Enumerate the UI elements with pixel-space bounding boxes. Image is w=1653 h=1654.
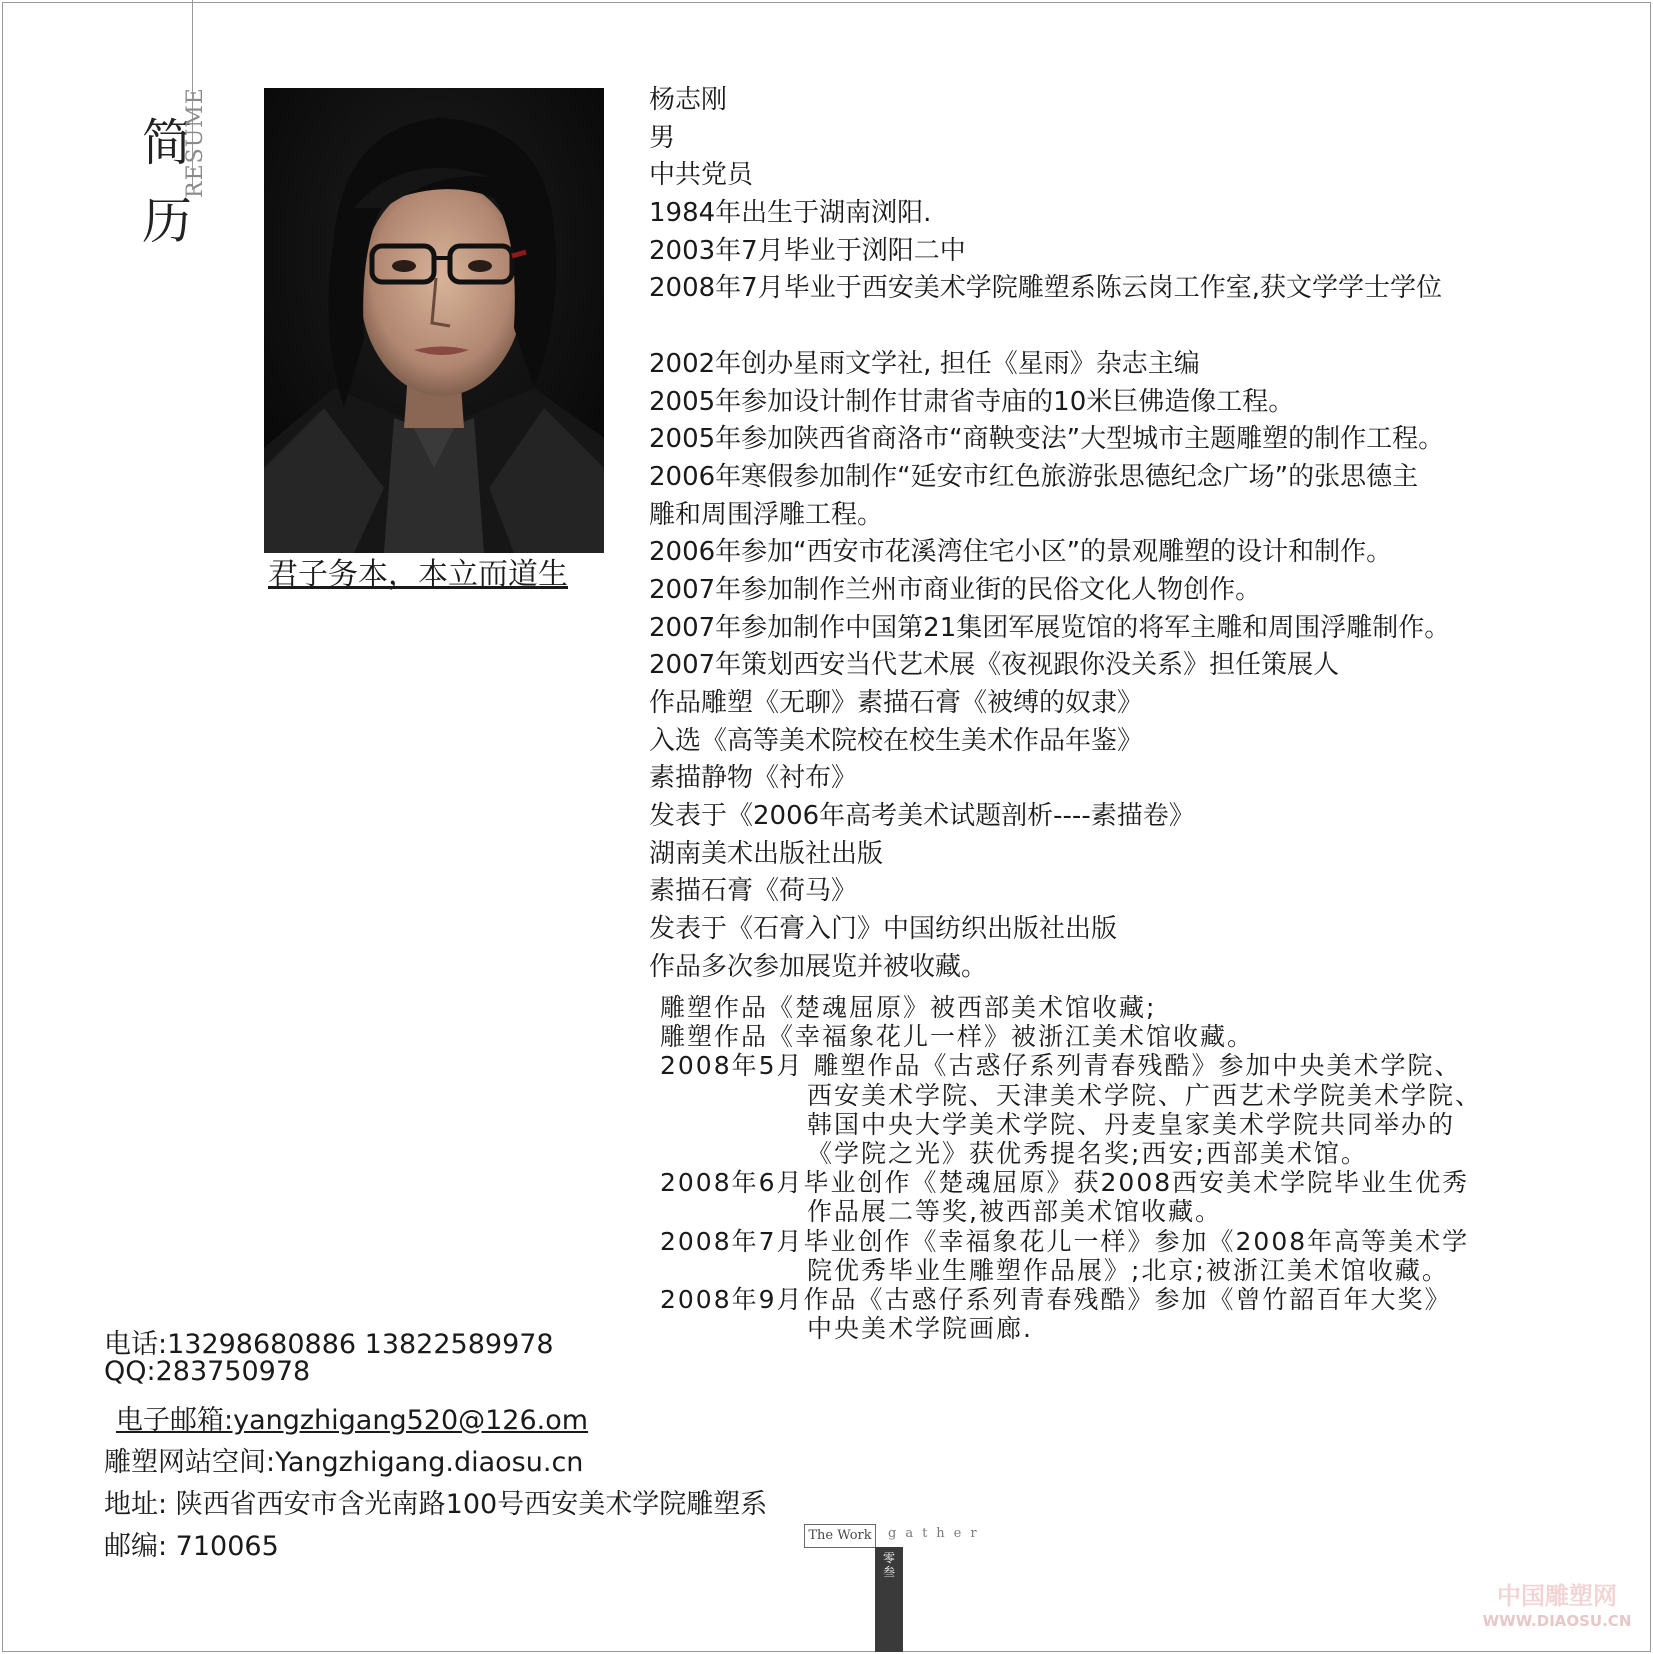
award-line: 2008年9月作品《古惑仔系列青春残酷》参加《曾竹韶百年大奖》 xyxy=(660,1284,1452,1314)
bio-line: 2002年创办星雨文学社, 担任《星雨》杂志主编 xyxy=(649,348,1200,379)
bio-line: 2005年参加设计制作甘肃省寺庙的10米巨佛造像工程。 xyxy=(649,386,1295,417)
bio-line: 2005年参加陕西省商洛市“商鞅变法”大型城市主题雕塑的制作工程。 xyxy=(649,424,1445,455)
award-line: 作品展二等奖,被西部美术馆收藏。 xyxy=(807,1197,1222,1227)
bio-line: 入选《高等美术院校在校生美术作品年鉴》 xyxy=(649,725,1144,756)
website-link[interactable]: 雕塑网站空间:Yangzhigang.diaosu.cn xyxy=(104,1447,584,1478)
bio-line: 作品雕塑《无聊》素描石膏《被缚的奴隶》 xyxy=(649,688,1144,718)
bio-line xyxy=(649,308,1629,346)
bio-line: 发表于《2006年高考美术试题剖析----素描卷》 xyxy=(649,801,1195,832)
award-line: 雕塑作品《幸福象花儿一样》被浙江美术馆收藏。 xyxy=(660,1022,1255,1052)
portrait-photo xyxy=(264,88,604,553)
bio-line: 素描石膏《荷马》 xyxy=(649,876,858,907)
bio-section xyxy=(649,82,1629,987)
email-link[interactable]: 电子邮箱:yangzhigang520@126.om xyxy=(116,1405,589,1436)
bio-line: 2006年参加“西安市花溪湾住宅小区”的景观雕塑的设计和制作。 xyxy=(649,537,1393,568)
bio-line: 2008年7月毕业于西安美术学院雕塑系陈云岗工作室,获文学学士学位 xyxy=(649,273,1442,304)
bio-line: 2006年寒假参加制作“延安市红色旅游张思德纪念广场”的张思德主 xyxy=(649,461,1419,492)
bio-line: 2007年策划西安当代艺术展《夜视跟你没关系》担任策展人 xyxy=(649,650,1340,681)
bio-line: 杨志刚 xyxy=(649,85,728,115)
bio-line: 2003年7月毕业于浏阳二中 xyxy=(649,235,966,266)
motto: 君子务本，本立而道生 xyxy=(268,557,568,592)
gather-label: gather xyxy=(888,1526,986,1541)
bookmark-label: 零叁 xyxy=(882,1551,895,1579)
bio-line: 2007年参加制作兰州市商业街的民俗文化人物创作。 xyxy=(649,574,1262,605)
postcode-line: 邮编: 710065 xyxy=(104,1531,279,1562)
portrait-icon xyxy=(264,88,604,553)
award-line: 雕塑作品《楚魂屈原》被西部美术馆收藏; xyxy=(660,993,1157,1022)
award-line: 2008年5月 雕塑作品《古惑仔系列青春残酷》参加中央美术学院、 xyxy=(660,1051,1462,1081)
award-line: 韩国中央大学美术学院、丹麦皇家美术学院共同举办的 xyxy=(807,1109,1456,1139)
resume-vertical-label: RESUME xyxy=(183,87,208,198)
award-line: 2008年7月毕业创作《幸福象花儿一样》参加《2008年高等美术学 xyxy=(660,1226,1470,1256)
the-work-label: The Work xyxy=(804,1524,876,1548)
award-line: 院优秀毕业生雕塑作品展》;北京;被浙江美术馆收藏。 xyxy=(807,1255,1449,1285)
bio-line: 素描静物《衬布》 xyxy=(649,763,858,794)
award-line: 中央美术学院画廊. xyxy=(807,1314,1033,1344)
award-line: 《学院之光》获优秀提名奖;西安;西部美术馆。 xyxy=(807,1138,1368,1168)
watermark-url: WWW.DIAOSU.CN xyxy=(1482,1612,1632,1630)
awards-section xyxy=(660,993,1640,1343)
title-char-1: 简 xyxy=(142,114,192,172)
address-line: 地址: 陕西省西安市含光南路100号西安美术学院雕塑系 xyxy=(104,1489,768,1520)
bio-line: 男 xyxy=(649,122,676,153)
bio-line: 2007年参加制作中国第21集团军展览馆的将军主雕和周围浮雕制作。 xyxy=(649,612,1451,643)
diaosu-watermark-logo xyxy=(1482,1580,1632,1634)
bio-line: 雕和周围浮雕工程。 xyxy=(649,499,884,530)
qq-line: QQ:283750978 xyxy=(104,1356,311,1387)
watermark-cn: 中国雕塑网 xyxy=(1497,1582,1617,1610)
award-line: 西安美术学院、天津美术学院、广西艺术学院美术学院、 xyxy=(807,1080,1483,1110)
award-line: 2008年6月毕业创作《楚魂屈原》获2008西安美术学院毕业生优秀 xyxy=(660,1168,1470,1198)
bio-line: 湖南美术出版社出版 xyxy=(649,838,884,869)
title-char-2: 历 xyxy=(142,192,192,250)
phone-line: 电话:13298680886 13822589978 xyxy=(104,1329,554,1360)
bio-line: 中共党员 xyxy=(649,160,754,191)
bio-line: 发表于《石膏入门》中国纺织出版社出版 xyxy=(649,914,1118,945)
bio-line: 1984年出生于湖南浏阳. xyxy=(649,198,932,229)
bio-line: 作品多次参加展览并被收藏。 xyxy=(649,951,988,982)
